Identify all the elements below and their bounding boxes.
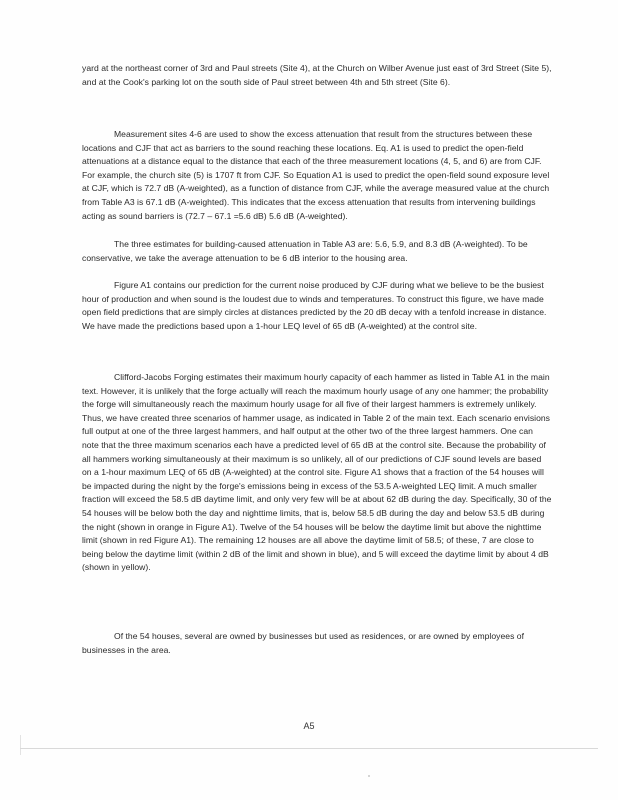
scan-divider: [20, 748, 598, 749]
paragraph-site-locations: yard at the northeast corner of 3rd and Paul streets (Site 4), at the Church on Wilber Avenue just east of 3rd Street (Site 5), and at the Cook's parking lot on the south side of Paul street between 4th and 5th street (Site 6).: [82, 63, 552, 87]
paragraph-figure-a1-prediction: Figure A1 contains our prediction for the current noise produced by CJF during what we believe to be the busiest hour of production and when sound is the loudest due to winds and temperatures. To construct this figure, we have made open field predictions that are simply circles at distances predicted by the 20 dB decay with a tenfold increase in distance. We have made the predictions based upon a 1-hour LEQ level of 65 dB (A-weighted) at the control site.: [82, 280, 547, 331]
page-number: A5: [303, 721, 315, 731]
paragraph-house-ownership: Of the 54 houses, several are owned by businesses but used as residences, or are owned by employees of businesses in the area.: [82, 631, 525, 655]
paragraph-building-attenuation: The three estimates for building-caused attenuation in Table A3 are: 5.6, 5.9, and 8.3 dB (A-weighted). To be conservative, we take the average attenuation to be 6 dB interior to the housing area.: [82, 239, 528, 263]
scan-speck: [368, 775, 370, 777]
paragraph-excess-attenuation: Measurement sites 4-6 are used to show the excess attenuation that result from the structures between these locations and CJF that act as barriers to the sound reaching these locations. Eq. A1 is used to predict the open-field attenuations at a distance equal to the distance that each of the three measurement locations (4, 5, and 6) are from CJF. For example, the church site (5) is 1707 ft from CJF. So Equation A1 is used to predict the open-field sound exposure level at CJF, which is 72.7 dB (A-weighted), as a function of distance from CJF, while the average measured value at the church from Table A3 is 67.1 dB (A-weighted). This indicates that the excess attenuation that results from intervening buildings acting as sound barriers is (72.7 – 67.1 =5.6 dB) 5.6 dB (A-weighted).: [82, 129, 550, 221]
scan-edge-mark: [20, 735, 21, 755]
paragraph-hammer-scenarios: Clifford-Jacobs Forging estimates their maximum hourly capacity of each hammer as listed in Table A1 in the main text. However, it is unlikely that the forge actually will reach the maximum hourly usage of any one hammer; the probability the forge will simultaneously reach the maximum hourly usage for all five of their largest hammers is extremely unlikely. Thus, we have created three scenarios of hammer usage, as indicated in Table 2 of the main text. Each scenario envisions full output at one of the three largest hammers, and half output at the other two of the three largest hammers. One can note that the three maximum scenarios each have a predicted level of 65 dB at the control site. Because the probability of all hammers working simultaneously at their maximum is so unlikely, all of our predictions of CJF sound levels are based on a 1-hour maximum LEQ of 65 dB (A-weighted) at the control site. Figure A1 shows that a fraction of the 54 houses will be impacted during the night by the forge's emissions being in excess of the 53.5 A-weighted LEQ limit. A much smaller fraction will exceed the 58.5 dB daytime limit, and only very few will be at about 62 dB during the day. Specifically, 30 of the 54 houses will be below both the day and nighttime limits, that is, below 58.5 dB during the day and below 53.5 dB during the night (shown in orange in Figure A1). Twelve of the 54 houses will be below the daytime limit but above the nighttime limit (shown in red Figure A1). The remaining 12 houses are all above the daytime limit of 58.5; of these, 7 are close to being below the daytime limit (within 2 dB of the limit and shown in blue), and 5 will exceed the daytime limit by about 4 dB (shown in yellow).: [82, 372, 552, 573]
